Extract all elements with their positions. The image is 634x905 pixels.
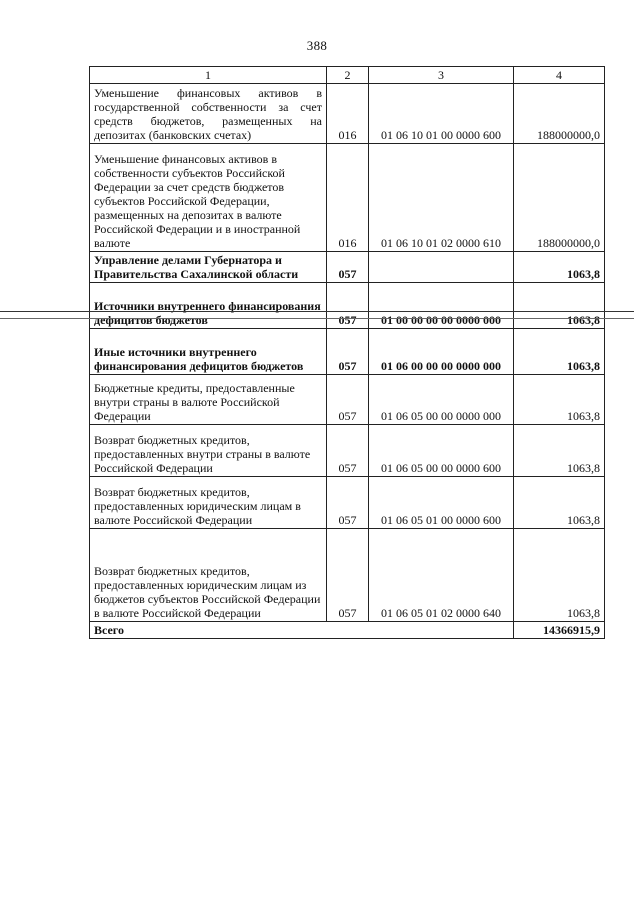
- row-name: Уменьшение финансовых активов в собственности субъектов Российской Федерации за счет средств бюджетов субъектов Российской Федерации, размещенных на депозитах в валюте Российской Федерации и в иностранной валюте: [90, 144, 327, 252]
- row-kbk: 01 06 05 00 00 0000 600: [369, 425, 514, 477]
- row-sum: 1063,8: [514, 329, 605, 375]
- row-sum: 188000000,0: [514, 84, 605, 144]
- table-row: [90, 144, 605, 252]
- row-code: 057: [327, 477, 369, 529]
- page-number: 388: [306, 38, 328, 53]
- row-kbk: [369, 252, 514, 283]
- budget-sources-table: [89, 66, 605, 639]
- row-code: 057: [327, 252, 369, 283]
- row-kbk: 01 00 00 00 00 0000 000: [369, 283, 514, 329]
- column-header-1: 1: [90, 67, 327, 84]
- row-name: Бюджетные кредиты, предоставленные внутри страны в валюте Российской Федерации: [90, 375, 327, 425]
- row-code: 057: [327, 375, 369, 425]
- table-row: [90, 425, 605, 477]
- table-header-row: [90, 67, 605, 84]
- row-kbk: 01 06 10 01 02 0000 610: [369, 144, 514, 252]
- row-name: Уменьшение финансовых активов в государственной собственности за счет средств бюджетов, размещенных на депозитах (банковских счетах): [90, 84, 327, 144]
- table-row: [90, 375, 605, 425]
- table-row: [90, 477, 605, 529]
- row-code: 016: [327, 144, 369, 252]
- row-name: Управление делами Губернатора и Правительства Сахалинской области: [90, 252, 327, 283]
- row-code: 057: [327, 283, 369, 329]
- row-sum: 1063,8: [514, 375, 605, 425]
- total-row: [90, 622, 605, 639]
- table-row: [90, 252, 605, 283]
- total-label: Всего: [90, 622, 514, 639]
- row-sum: 1063,8: [514, 283, 605, 329]
- column-header-3: 3: [369, 67, 514, 84]
- table-row: [90, 84, 605, 144]
- row-code: 057: [327, 529, 369, 622]
- table-row: [90, 283, 605, 329]
- column-header-2: 2: [327, 67, 369, 84]
- row-code: 057: [327, 425, 369, 477]
- row-name: Возврат бюджетных кредитов, предоставленных юридическим лицам из бюджетов субъектов Российской Федерации в валюте Российской Федерации: [90, 529, 327, 622]
- row-name: Возврат бюджетных кредитов, предоставленных внутри страны в валюте Российской Федерации: [90, 425, 327, 477]
- row-sum: 1063,8: [514, 477, 605, 529]
- row-name: Возврат бюджетных кредитов, предоставленных юридическим лицам в валюте Российской Федерации: [90, 477, 327, 529]
- row-kbk: 01 06 05 00 00 0000 000: [369, 375, 514, 425]
- table-row: [90, 329, 605, 375]
- row-sum: 1063,8: [514, 252, 605, 283]
- row-kbk: 01 06 00 00 00 0000 000: [369, 329, 514, 375]
- row-name: Источники внутреннего финансирования дефицитов бюджетов: [90, 283, 327, 329]
- row-code: 016: [327, 84, 369, 144]
- table-row: [90, 529, 605, 622]
- row-name: Иные источники внутреннего финансирования дефицитов бюджетов: [90, 329, 327, 375]
- row-code: 057: [327, 329, 369, 375]
- scan-artifact-line: [0, 311, 634, 312]
- row-sum: 188000000,0: [514, 144, 605, 252]
- row-kbk: 01 06 05 01 00 0000 600: [369, 477, 514, 529]
- total-sum: 14366915,9: [514, 622, 605, 639]
- column-header-4: 4: [514, 67, 605, 84]
- row-sum: 1063,8: [514, 529, 605, 622]
- scan-artifact-line: [0, 318, 634, 319]
- row-sum: 1063,8: [514, 425, 605, 477]
- row-kbk: 01 06 05 01 02 0000 640: [369, 529, 514, 622]
- row-kbk: 01 06 10 01 00 0000 600: [369, 84, 514, 144]
